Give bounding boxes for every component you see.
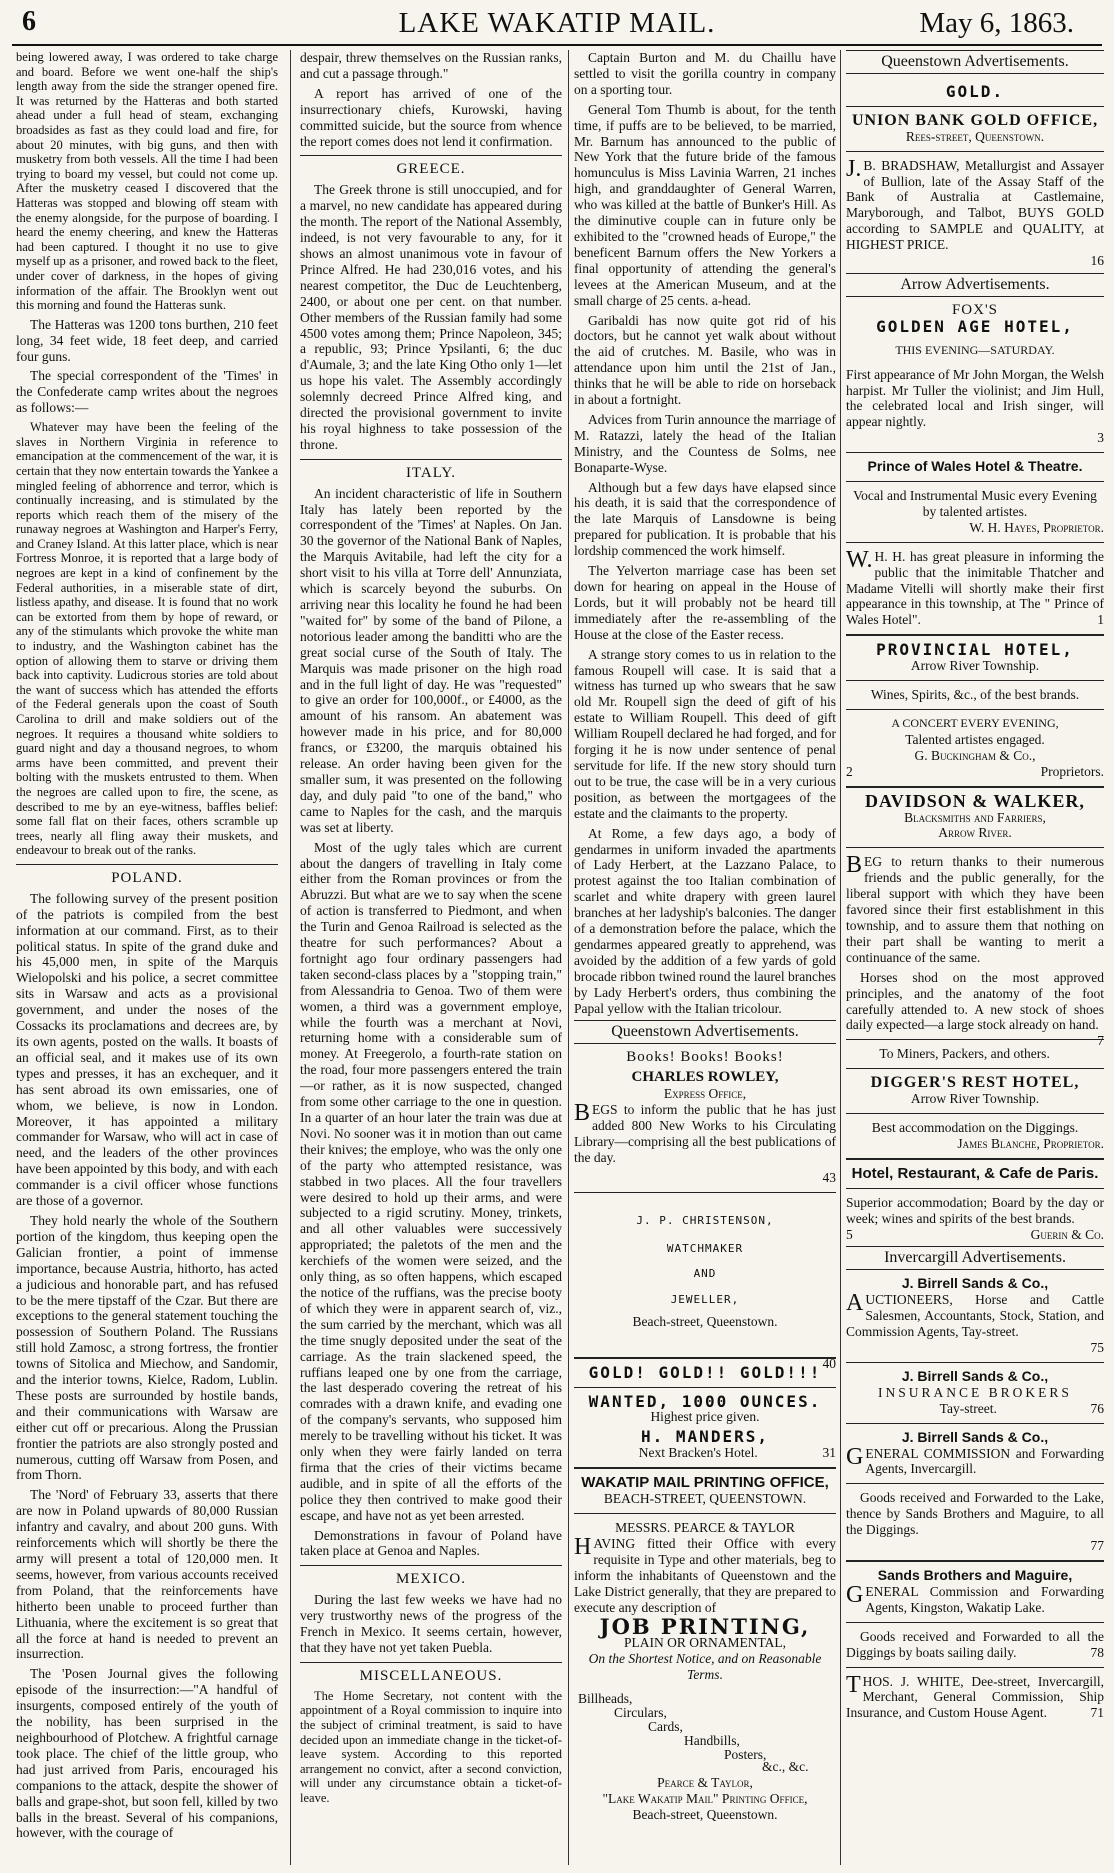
article-paragraph: The Yelverton marriage case has been set down for hearing on appeal in the House of Lords, but it will probably not be heard till immediately after the re-assembling of the House at the close of the Easter recess. <box>574 563 836 642</box>
advert-headline: GOLD! GOLD!! GOLD!!! <box>588 1362 822 1382</box>
divider <box>846 151 1104 152</box>
divider <box>846 1158 1104 1160</box>
column-3 <box>574 50 836 1865</box>
advert-number: 40 <box>822 1356 836 1372</box>
section-heading-italy: ITALY. <box>405 464 457 481</box>
article-paragraph: During the last few weeks we have had no very trustworthy news of the progress of the French in Mexico. It seems certain, however, that they have not yet taken Puebla. <box>300 1592 562 1655</box>
advertiser-name: J. P. CHRISTENSON, <box>636 1213 774 1227</box>
article-paragraph: despair, threw themselves on the Russian ranks, and cut a passage through." <box>300 50 562 81</box>
divider <box>16 864 278 865</box>
divider <box>846 1622 1104 1623</box>
advert-headline: WANTED, 1000 OUNCES. <box>588 1391 822 1411</box>
advert-line: Wines, Spirits, &c., of the best brands. <box>870 687 1080 703</box>
divider <box>574 1513 836 1514</box>
list-item: &c., &c. <box>762 1759 809 1775</box>
article-paragraph: Demonstrations in favour of Poland have taken place at Genoa and Naples. <box>300 1527 562 1559</box>
advertiser-trade: JEWELLER, <box>670 1293 740 1307</box>
advert-rowley <box>574 1050 836 1185</box>
advertiser-address: Arrow River Township. <box>910 1091 1040 1107</box>
section-heading-poland: POLAND. <box>111 869 183 886</box>
masthead <box>0 0 1114 44</box>
divider <box>300 155 562 156</box>
advertiser-subtitle: Express Office, <box>663 1086 747 1102</box>
list-item: Handbills, <box>684 1733 740 1749</box>
article-paragraph: They hold nearly the whole of the Southern portion of the kingdom, thus keeping open the Galician frontier, a point of immense importance, because Austria, hithorto, has acted a judicious and honorable part, and has refused to be the mere tipstaff of the Czar. But there are exceptions to the general statement touching the possession of Southern Poland. The Russians still hold Zamosc, a strong fortress, the frontier towns of Sitolica and Miechow, and Sandomir, and the interior towns, Kielce, Radom, Lublin. These posts are surrounded by hostile bands, and their communications with Warsaw are either cut off or precarious. Along the Prussian frontier the patriots are also strongly posted and numerous, cutting off Warsaw from Posen, and from Thorn. <box>16 1212 278 1483</box>
article-paragraph: Advices from Turin announce the marriage of M. Ratazzi, lately the head of the Italian Ministry, and the Countess de Solms, nee Bonaparte-Wyse. <box>574 411 836 475</box>
advertiser-name: CHARLES ROWLEY, <box>631 1069 779 1086</box>
advert-number: 78 <box>1090 1644 1104 1660</box>
advert-body: THOS. J. WHITE, Dee-street, Invercargill, Merchant, General Commission, Ship Insurance, and Custom House Agent. 71 <box>846 1671 1104 1721</box>
newspaper-title: LAKE WAKATIP MAIL. <box>398 7 716 39</box>
advertiser-name: UNION BANK GOLD OFFICE, <box>851 111 1099 129</box>
article-paragraph: At Rome, a few days ago, a body of gendarmes in uniform invaded the apartments of Lady Herbert, at the Lazzano Palace, to protest against the too Italian combination of scarlet and white drapery with green laurel branches at her ladyship's balconies. The danger of a demonstration before the palace, which the gendarmes appeared greatly to apprehend, was avoided by the addition of a few yards of gold brocade ribbon twined round the laurel branches by Lady Herbert's orders, thus combining the Papal yellow with the Italian tricolour. <box>574 825 836 1016</box>
advert-line: Highest price given. <box>650 1409 760 1425</box>
divider <box>846 1068 1104 1069</box>
advert-line: To Miners, Packers, and others. <box>879 1046 1050 1062</box>
advert-headline: GOLDEN AGE HOTEL, <box>876 316 1074 336</box>
column-divider <box>840 50 841 1865</box>
advertiser-trade: AND <box>693 1267 717 1281</box>
article-paragraph: The Home Secretary, not content with the appointment of a Royal commission to inquire into the subject of criminal treatment, is said to have decided upon an immediate change in the ticket-of-leave system. According to this reported arrangement no convict, after a second conviction, will under any circumstance obtain a ticket-of-leave. <box>300 1688 562 1805</box>
advertiser-address: Rees-street, Queenstown. <box>905 128 1045 144</box>
advert-number: 76 <box>1090 1400 1104 1416</box>
advert-signature: "Lake Wakatip Mail" Printing Office, <box>602 1790 808 1806</box>
advert-footer: 5 Guerin & Co. <box>846 1226 1104 1242</box>
column-4 <box>846 50 1104 1865</box>
list-item: Circulars, <box>614 1705 667 1721</box>
divider <box>846 1362 1104 1363</box>
divider <box>574 1467 836 1469</box>
advertiser-name: DAVIDSON & WALKER, <box>865 790 1085 811</box>
advert-body: Horses shod on the most approved principles, and the anatomy of the foot carefully attended to. A new stock of shoes daily expected—a large stock already on hand. 7 <box>846 969 1104 1049</box>
advertiser-name: H. MANDERS, <box>641 1427 769 1447</box>
article-paragraph: The special correspondent of the 'Times' in the Confederate camp writes about the negroes as follows:— <box>16 368 278 416</box>
article-paragraph: The following survey of the present position of the patriots is compiled from the best information at our command. First, as to their political status. In spite of the grand duke and his 45,000 men, in spite of the Marquis Wielopolski and his police, a secret committee sits in Warsaw and acts as a provisional government, and under the noses of the Cossacks its proclamations and decrees are, by its own agents, posted on the walls. It boasts of an official seal, and it makes use of its own types and presses, it has an exchequer, and it has sent abroad its own emissaries, one of whom, we believe, is now in London. Moreover, it has appointed a military commander for Warsaw, who will act in case of need, and the leaders of the other provinces have been appointed by this body, and with each commander is a civil officer whose functions are those of a governor. <box>16 890 278 1209</box>
advert-signature: G. Buckingham & Co., <box>914 747 1036 763</box>
divider <box>300 459 562 460</box>
advert-number: 7 <box>1097 1033 1104 1049</box>
section-heading-greece: GREECE. <box>396 161 466 178</box>
divider <box>846 847 1104 848</box>
advertiser-name: Prince of Wales Hotel & Theatre. <box>867 458 1083 475</box>
divider <box>846 1188 1104 1189</box>
article-paragraph: The Hatteras was 1200 tons burthen, 210 feet long, 34 feet wide, 18 feet deep, and carried four guns. <box>16 316 278 364</box>
divider <box>574 1387 836 1388</box>
advert-printing-office <box>574 1475 836 1823</box>
advert-body: Goods received and Forwarded to the Lake, thence by Sands Brothers and Maguire, to all the Diggings. <box>846 1490 1104 1538</box>
article-paragraph: An incident characteristic of life in Southern Italy has lately been reported by the correspondent of the 'Times' at Naples. On Jan. 30 the governor of the National Bank of Naples, the Marquis Avitabile, had left the city for a short visit to his villa at Torre dell' Annunziata, which is scarcely beyond the suburbs. On arriving near this locality he found he had been "waited for" by some of the band of Pilone, a notorious leader among the banditti who are the great social curse of the South of Italy. The Marquis was made prisoner on the high road and in the full light of day. He was "requested" to give an order for 100,000f., or £4000, as the amount of his ransom. An abatement was however made in his price, and for 80,000 francs, or £3200, the marquis obtained his release. An order having been given for the smaller sum, it was presented on the following day, and duly paid "to one of the band," who came to Naples for the cash, and the marquis was set at liberty. <box>300 485 562 835</box>
advert-number: 3 <box>1097 430 1104 446</box>
advert-body: AUCTIONEERS, Horse and Cattle Salesmen, Accountants, Stock, Station, and Commission Agents, Tay-street. <box>846 1290 1104 1340</box>
advert-footer: 2 Proprietors. <box>846 763 1104 779</box>
advert-line: THIS EVENING—SATURDAY. <box>895 342 1055 357</box>
advertiser-name: J. Birrell Sands & Co., <box>901 1428 1049 1445</box>
advert-line: Best accommodation on the Diggings. <box>871 1120 1079 1136</box>
advert-body: BEG to return thanks to their numerous friends and the public generally, for the liberal support with which they have been favored since their first establishment in this township, and to assure them that nothing on their part shall be wanting to merit a continuance of the same. <box>846 852 1104 965</box>
divider <box>846 106 1104 107</box>
advert-line: On the Shortest Notice, and on Reasonable Terms. <box>588 1651 822 1683</box>
advert-body: Superior accommodation; Board by the day or week; wines and spirits of the best brands. <box>846 1194 1104 1226</box>
advertiser-address: Tay-street. 76 <box>939 1400 1104 1416</box>
advertiser-address: Arrow River Township. <box>910 658 1040 674</box>
list-item: Billheads, <box>578 1691 633 1707</box>
queenstown-ads-header: Queenstown Advertisements. <box>574 1020 836 1044</box>
divider <box>846 1113 1104 1114</box>
page-number: 6 <box>22 6 36 37</box>
section-heading-miscellaneous: MISCELLANEOUS. <box>359 1667 503 1684</box>
advertiser-trade: WATCHMAKER <box>666 1241 744 1255</box>
advertiser-address: BEACH-STREET, QUEENSTOWN. <box>603 1491 807 1507</box>
list-item: Posters, <box>724 1747 767 1763</box>
advert-line: Talented artistes engaged. <box>905 731 1045 747</box>
article-paragraph: being lowered away, I was ordered to take charge and board. Before we went one-half the ship's length away from the side the stranger opened fire. It was returned by the Hatteras and both started ahead under a full head of steam, exchanging broadsides as fast as they could load and fire, for about 20 minutes, with big guns, and then with musketry from both vessels. All the time I had been trying to board my vessel, but could not come up. After the musketry ceased I discovered that the Hatteras was stopped and blowing off steam with the enemy alongside, for the purpose of boarding. I heard the enemy cheering, and knew the Hatteras had been captured. I thought it no use to give myself up as a prisoner, and rowed back to the fleet, under cover of darkness, in the hopes of giving information of the affair. The Brooklyn went out this morning and found the Hatteras sunk. <box>16 50 278 313</box>
article-paragraph: Most of the ugly tales which are current about the dangers of travelling in Italy come either from the Roman provinces or from the Abruzzi. But what are we to say when the scene of action is transferred to Piedmont, and when the Turin and Genoa Railroad is selected as the theatre for such performances? About a fortnight ago four ordinary passengers had taken second-class places by a "stopping train," from Alessandria to Genoa. Two of them were women, a third was a government employe, while the fourth was a merchant at Novi, returning home with a considerable sum of money. At Freegerolo, a fourth-rate station on the road, four more passengers entered the train—or rather, as it is now suspected, changed from some other carriage to the one in question. In a quarter of an hour later the train was due at Novi. No sooner was it in motion than out came their knives; the employe, who was the only one of the party who attempted resistance, was stabbed in two places. All the four travellers were desired to hold up their arms, and were subjected to a rigid scrutiny. Money, trinkets, and all other valuables were successively appropriated; the paletots of the men and the kerchiefs of the women were seized, and the only thing, as so often happens, which escaped the notice of the ruffians, was the precise booty of which they were in apparent search of, viz., the sum carried by the merchant, which was all the time snugly deposited under the seat of the carriage. As the train slackened speed, the ruffians leaped one by one from the carriage, the last desperado covering the retreat of his comrades with a drawn knife, and evading one of the company's servants, who supposed him merely to be travelling without his ticket. It was only when they were fairly landed on terra firma that the cries of their victims became audible, and in spite of all the efforts of the police they then contrived to make good their escape, and have not as yet been arrested. <box>300 839 562 1523</box>
article-paragraph: Garibaldi has now quite got rid of his doctors, but he cannot yet walk about without the aid of crutches. M. Basile, who was in attendance upon him until the 21st of Jan., thinks that he will be able to ride on horseback in about a fortnight. <box>574 312 836 408</box>
advert-signature: James Blanche, Proprietor. <box>957 1135 1104 1151</box>
advert-body: HAVING fitted their Office with every requisite in Type and other materials, beg to inform the inhabitants of Queenstown and the Lake District generally, that they are prepared to execute any description of <box>574 1533 836 1615</box>
divider <box>846 452 1104 453</box>
article-paragraph: A report has arrived of one of the insurrectionary chiefs, Kurowski, having committed suicide, but the source from whence the report comes does not lend it confirmation. <box>300 85 562 149</box>
advertiser-name: Hotel, Restaurant, & Cafe de Paris. <box>851 1164 1099 1182</box>
divider <box>846 1039 1104 1040</box>
advert-headline: WAKATIP MAIL PRINTING OFFICE, <box>581 1474 829 1492</box>
advert-body: BEGS to inform the public that he has just added 800 New Works to his Circulating Library—comprising all the best publications of the day. <box>574 1100 836 1165</box>
advertiser-name: J. Birrell Sands & Co., <box>901 1275 1049 1292</box>
article-paragraph: The 'Nord' of February 33, asserts that there are now in Poland upwards of 80,000 Russian infantry and cavalry, and about 200 guns. With reinforcements which will shortly be there the army will present a total of 120,000 men. It seems, however, from various accounts received from Poland, that the reinforcements have hitherto been unable to proceed further than Lithuania, where the excitement is so great that all the force at hand is needed to prevent an insurrection. <box>16 1487 278 1662</box>
article-paragraph: Captain Burton and M. du Chaillu have settled to visit the gorilla country in company on a sporting tour. <box>574 50 836 97</box>
advertiser-address: Beach-street, Queenstown. <box>632 1314 778 1330</box>
advert-number: 71 <box>1090 1705 1104 1721</box>
divider <box>846 634 1104 636</box>
divider <box>300 1565 562 1566</box>
advert-signature: Pearce & Taylor, <box>657 1775 753 1791</box>
column-2 <box>300 50 562 1865</box>
advert-body: GENERAL Commission and Forwarding Agents, Kingston, Wakatip Lake. <box>846 1581 1104 1615</box>
issue-date: May 6, 1863. <box>919 7 1074 39</box>
divider <box>846 1423 1104 1424</box>
invercargill-ads-header: Invercargill Advertisements. <box>846 1246 1104 1270</box>
advert-line: PLAIN OR ORNAMENTAL, <box>623 1635 787 1651</box>
article-paragraph: The 'Posen Journal gives the following episode of the insurrection:—"A handful of insurgents, composed entirely of the youth of the nobility, has been surprised in the neighbourhood of Plotchew. A frightful carnage took place. The chief of the little group, who had just arrived from Paris, encouraged his companions to the attack, despite the shower of balls and grape-shot, but soon fell, killed by two balls in the breast. Several of his companions, however, with the courage of <box>16 1666 278 1841</box>
advert-body: First appearance of Mr John Morgan, the Welsh harpist. Mr Tuller the violinist; and Jim Hull, the celebrated local and Irish singer, will appear nightly. <box>846 366 1104 430</box>
advert-number: 77 <box>1090 1538 1104 1554</box>
arrow-ads-header: Arrow Advertisements. <box>846 273 1104 297</box>
advertiser-name: FOX'S <box>951 301 999 318</box>
advert-signature: W. H. Hayes, Proprietor. <box>969 519 1104 535</box>
advert-number: 31 <box>822 1445 836 1461</box>
divider <box>574 1192 836 1193</box>
divider <box>846 481 1104 482</box>
advertiser-name: DIGGER'S REST HOTEL, <box>870 1074 1080 1092</box>
advert-headline: Books! Books! Books! <box>626 1049 784 1066</box>
advertiser-address: Arrow River. <box>938 825 1012 841</box>
advertiser-name: MESSRS. PEARCE & TAYLOR <box>615 1519 795 1535</box>
queenstown-ads-header: Queenstown Advertisements. <box>846 50 1104 74</box>
advert-signature: Beach-street, Queenstown. <box>632 1806 778 1822</box>
advertiser-address: Next Bracken's Hotel. 31 <box>638 1445 836 1461</box>
section-heading-mexico: MEXICO. <box>396 1571 466 1588</box>
advert-body: Goods received and Forwarded to all the Diggings by boats sailing daily. 78 <box>846 1628 1104 1660</box>
advert-headline: JOB PRINTING, <box>599 1614 811 1640</box>
advertiser-name: Sands Brothers and Maguire, <box>877 1566 1073 1583</box>
advert-headline: GOLD. <box>945 81 1005 101</box>
column-divider <box>290 50 291 1865</box>
printing-list <box>574 1691 836 1775</box>
advert-number: 5 <box>846 1226 853 1242</box>
masthead-rule <box>12 44 1102 46</box>
list-item: Cards, <box>648 1719 683 1735</box>
divider <box>846 1483 1104 1484</box>
advert-body: GENERAL COMMISSION and Forwarding Agents, Invercargill. <box>846 1443 1104 1477</box>
article-paragraph: Although but a few days have elapsed since his death, it is said that the correspondence of the late Marquis of Lansdowne is being prepared for publication. It is probable that his lordship commenced the work himself. <box>574 479 836 559</box>
column-divider <box>568 50 569 1865</box>
divider <box>846 542 1104 543</box>
advert-body: INSURANCE BROKERS <box>878 1384 1072 1400</box>
advert-number: 43 <box>822 1169 836 1185</box>
divider <box>846 680 1104 681</box>
advertiser-name: PROVINCIAL HOTEL, <box>876 640 1074 660</box>
advert-number: 1 <box>1097 612 1104 628</box>
advert-number: 2 <box>846 763 853 779</box>
column-1 <box>16 50 278 1865</box>
divider <box>846 1560 1104 1562</box>
article-paragraph: The Greek throne is still unoccupied, and for a marvel, no new candidate has appeared during the month. The report of the National Assembly, indeed, is not very favourable to any, for it shows an almost unanimous vote in favour of Prince Alfred. He had 230,016 votes, and his nearest competitor, the Duc de Leuchtenberg, 2400, or about one per cent. on that number. Other members of the Russian family had some 4500 votes among them; Prince Napoleon, 345; a republic, 93; Prince Ypsilanti, 6; the duc d'Aumale, 3; and the late King Otho only 1—let us hope his valet. The Assembly accordingly solemnly decreed Prince Alfred king, and directed the provisional government to invite his royal highness to take possession of the throne. <box>300 182 562 452</box>
divider <box>300 1662 562 1663</box>
advert-number: 75 <box>1090 1340 1104 1355</box>
advert-body: J.B. BRADSHAW, Metallurgist and Assayer of Bullion, late of the Assay Staff of the Bank of Australia at Castlemaine, Maryborough, and Talbot, BUYS GOLD according to SAMPLE and QUALITY, at HIGHEST PRICE. <box>846 155 1104 253</box>
advertiser-name: J. Birrell Sands & Co., <box>901 1367 1049 1384</box>
divider <box>574 1357 836 1359</box>
divider <box>846 1667 1104 1668</box>
divider <box>846 709 1104 710</box>
advert-line: A CONCERT EVERY EVENING, <box>891 716 1059 730</box>
advertiser-subtitle: Blacksmiths and Farriers, <box>904 809 1046 825</box>
article-paragraph: General Tom Thumb is about, for the tenth time, if puffs are to be believed, to be married, Mr. Barnum has announced to the public of New York that the future bride of the famous homunculus is Miss Lavinia Warren, 21 inches high, and granddaughter of General Warren, who was killed at the battle of Bunker's Hill. As the diminutive couple can in future only be exhibited to the "crowned heads of Europe," the beneficent Barnum offers the New Yorkers a final opportunity of attending the general's levees at the American Museum, and at the small charge of 25 cents. a-head. <box>574 101 836 308</box>
advert-body: W.H. H. has great pleasure in informing the public that the inimitable Thatcher and Madame Vitelli will shortly make their first appearance in this township, at The " Prince of Wales Hotel". 1 <box>846 546 1104 628</box>
divider <box>846 786 1104 788</box>
article-paragraph: A strange story comes to us in relation to the famous Roupell will case. It is said that a witness has turned up who swears that he saw old Mr. Roupell sign the deed of gift of his estate to William Roupell. This deed of gift William Roupell declared he had forged, and for forging it he is now under sentence of penal servitude for life. If the new story should turn out to be true, the case will be in a very curious position, as between the mortgagees of the estate and the claimants to the property. <box>574 646 836 821</box>
advert-line: Vocal and Instrumental Music every Evening by talented artistes. <box>853 488 1097 519</box>
advert-number: 16 <box>1090 253 1104 269</box>
article-quote: Whatever may have been the feeling of the slaves in Northern Virginia in reference to emancipation at the commencement of the war, it is certain that they now entertain towards the Yankee a mingled feeling of abhorrence and terror, which is continually increasing, and is stimulated by the reports which reach them of the misery of the runaway negroes at Washington and Harper's Ferry, and Craney Island. At this latter place, which is near Fortress Monroe, it is reported that a large body of negroes are kept in a kind of confinement by the Federal authorities, in a miserable state of dirt, listless apathy, and disease. It is found that no work can be extorted from them by hope of reward, or any of the stimulants which provoke the white man to industry, and the Washington cabinet has the option of allowing them to starve or driving them back into captivity. Ludicrous stories are told about the want of success which has attended the efforts of the Federal generals upon the coast of South Carolina to drill and make soldiers out of the negroes. It requires a thousand white soldiers to guard night and day a thousand negroes, to whom arms have been committed, and prevent their bolting with the muskets entrusted to them. When the negroes are called upon to fire, the scene, as described to me by an eye-witness, baffles belief: some fall flat on their faces, others scramble up trees, nearly all fling away their muskets, and endeavour to break out of the ranks. <box>16 420 278 858</box>
